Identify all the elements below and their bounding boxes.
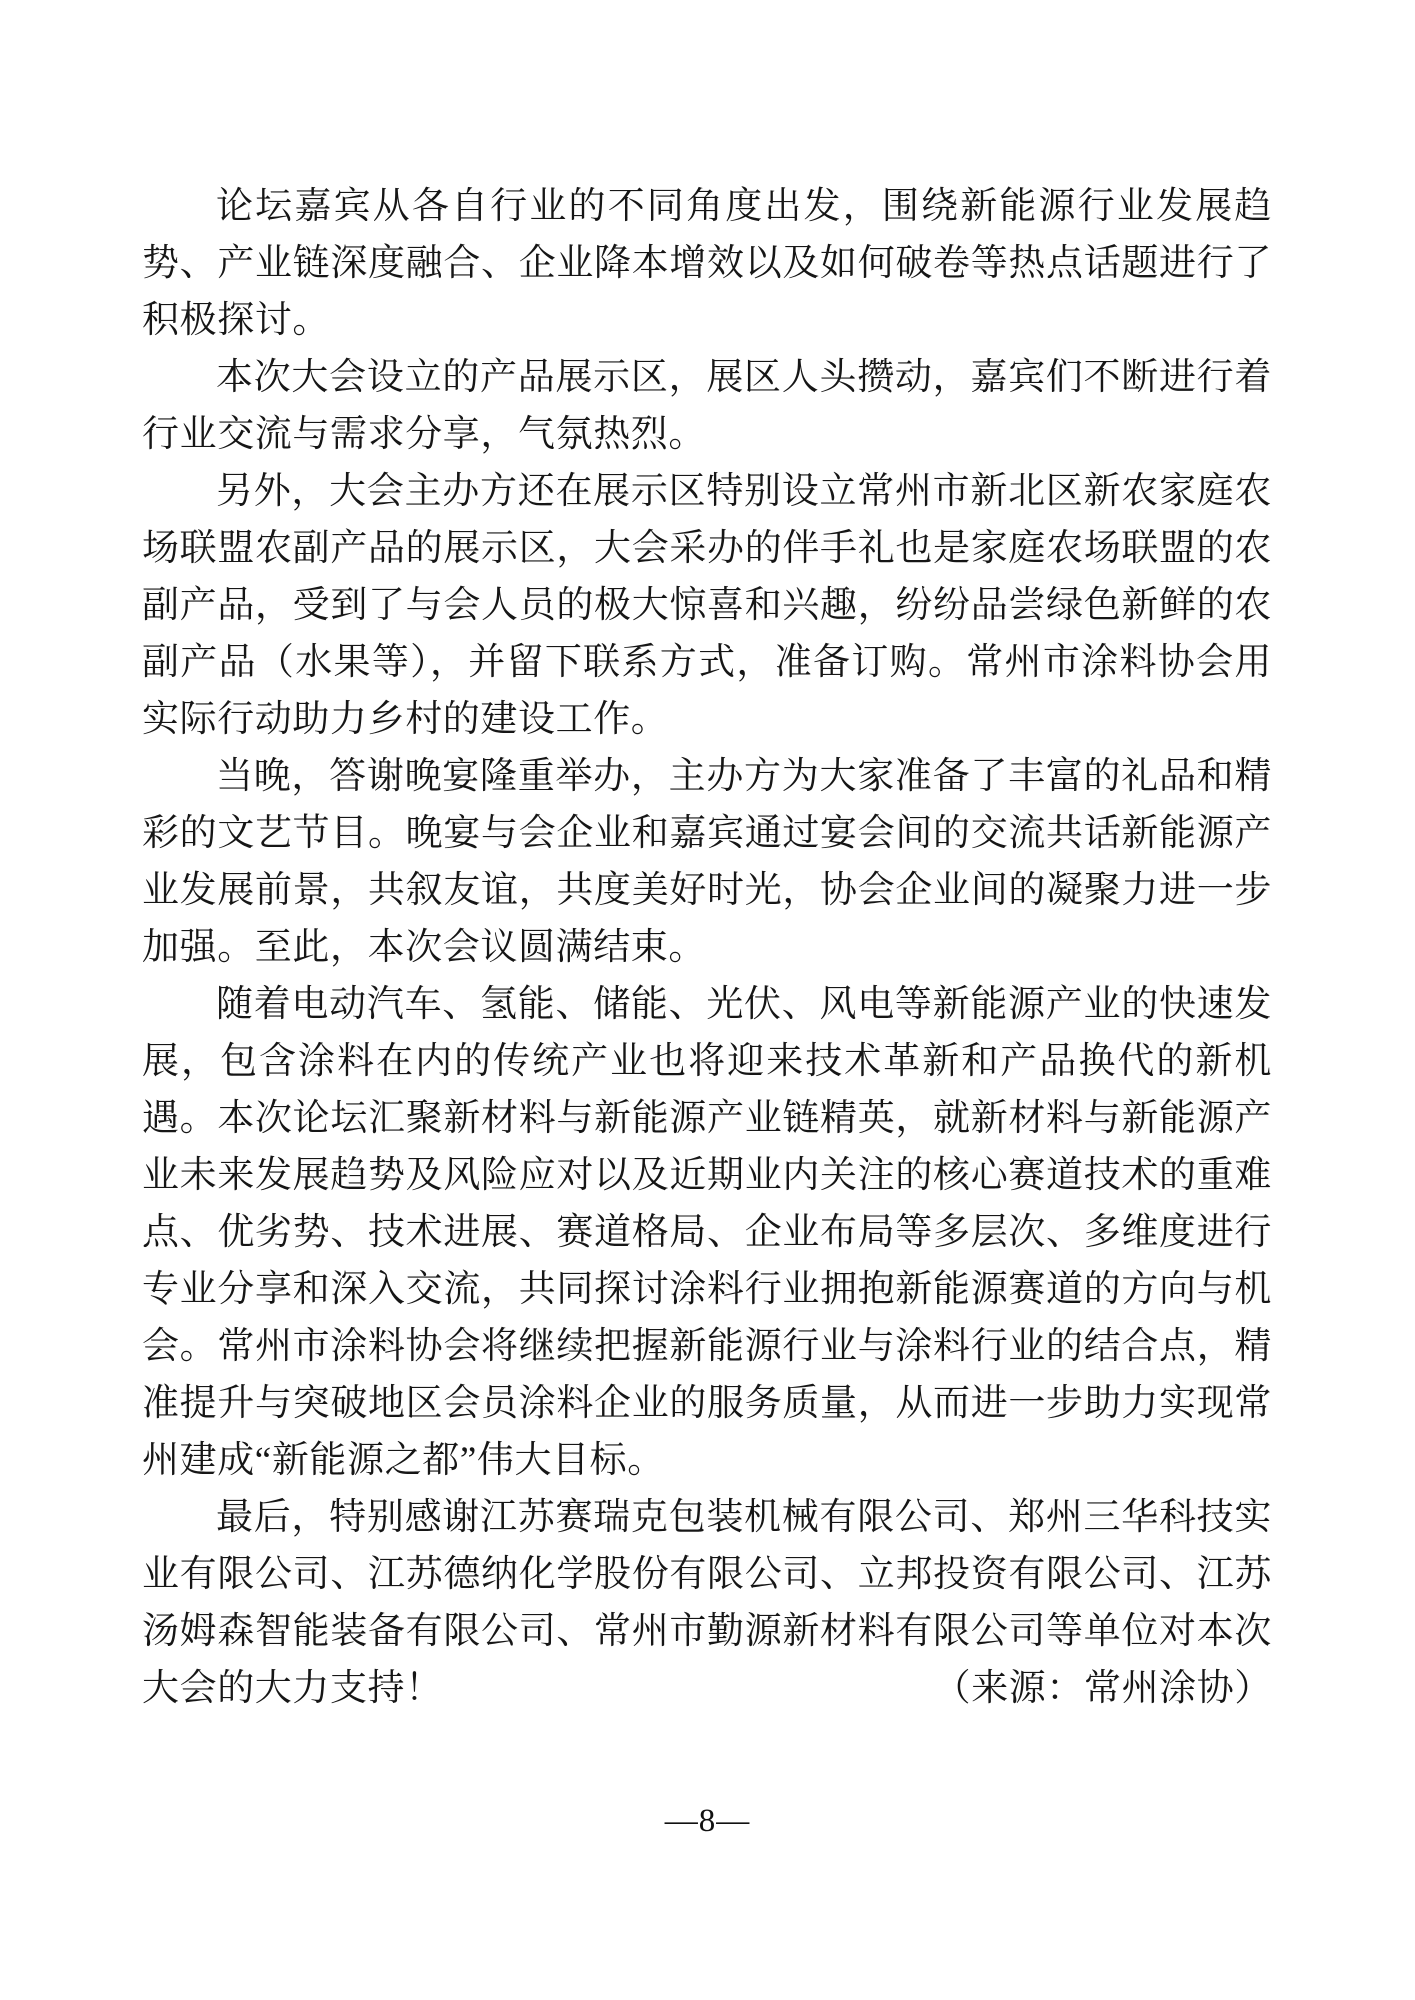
paragraph-exhibition-area: 本次大会设立的产品展示区，展区人头攒动，嘉宾们不断进行着行业交流与需求分享，气氛热烈。 <box>142 357 1272 455</box>
paragraph-farm-alliance: 另外，大会主办方还在展示区特别设立常州市新北区新农家庭农场联盟农副产品的展示区，大会采办的伴手礼也是家庭农场联盟的农副产品，受到了与会人员的极大惊喜和兴趣，纷纷品尝绿色新鲜的农副产品（水果等），并留下联系方式，准备订购。常州市涂料协会用实际行动助力乡村的建设工作。 <box>142 471 1272 740</box>
page-footer <box>0 1803 1415 1840</box>
paragraph-banquet: 当晚，答谢晚宴隆重举办，主办方为大家准备了丰富的礼品和精彩的文艺节目。晚宴与会企业和嘉宾通过宴会间的交流共话新能源产业发展前景，共叙友谊，共度美好时光，协会企业间的凝聚力进一步加强。至此，本次会议圆满结束。 <box>142 756 1272 968</box>
acknowledgement-text: 最后，特别感谢江苏赛瑞克包装机械有限公司、郑州三华科技实业有限公司、江苏德纳化学股份有限公司、立邦投资有限公司、江苏汤姆森智能装备有限公司、常州市勤源新材料有限公司等单位对本次大会的大力支持！ <box>142 1497 1272 1709</box>
paragraph-new-energy-outlook: 随着电动汽车、氢能、储能、光伏、风电等新能源产业的快速发展，包含涂料在内的传统产业也将迎来技术革新和产品换代的新机遇。本次论坛汇聚新材料与新能源产业链精英，就新材料与新能源产业未来发展趋势及风险应对以及近期业内关注的核心赛道技术的重难点、优劣势、技术进展、赛道格局、企业布局等多层次、多维度进行专业分享和深入交流，共同探讨涂料行业拥抱新能源赛道的方向与机会。常州市涂料协会将继续把握新能源行业与涂料行业的结合点，精准提升与突破地区会员涂料企业的服务质量，从而进一步助力实现常州建成“新能源之都”伟大目标。 <box>142 984 1272 1481</box>
page-number: —8— <box>664 1803 751 1839</box>
paragraph-forum-discussion: 论坛嘉宾从各自行业的不同角度出发，围绕新能源行业发展趋势、产业链深度融合、企业降本增效以及如何破卷等热点话题进行了积极探讨。 <box>142 186 1272 341</box>
paragraph-acknowledgement <box>142 1489 1272 1717</box>
source-note: （来源：常州涂协） <box>933 1668 1272 1709</box>
document-body <box>142 178 1272 1717</box>
